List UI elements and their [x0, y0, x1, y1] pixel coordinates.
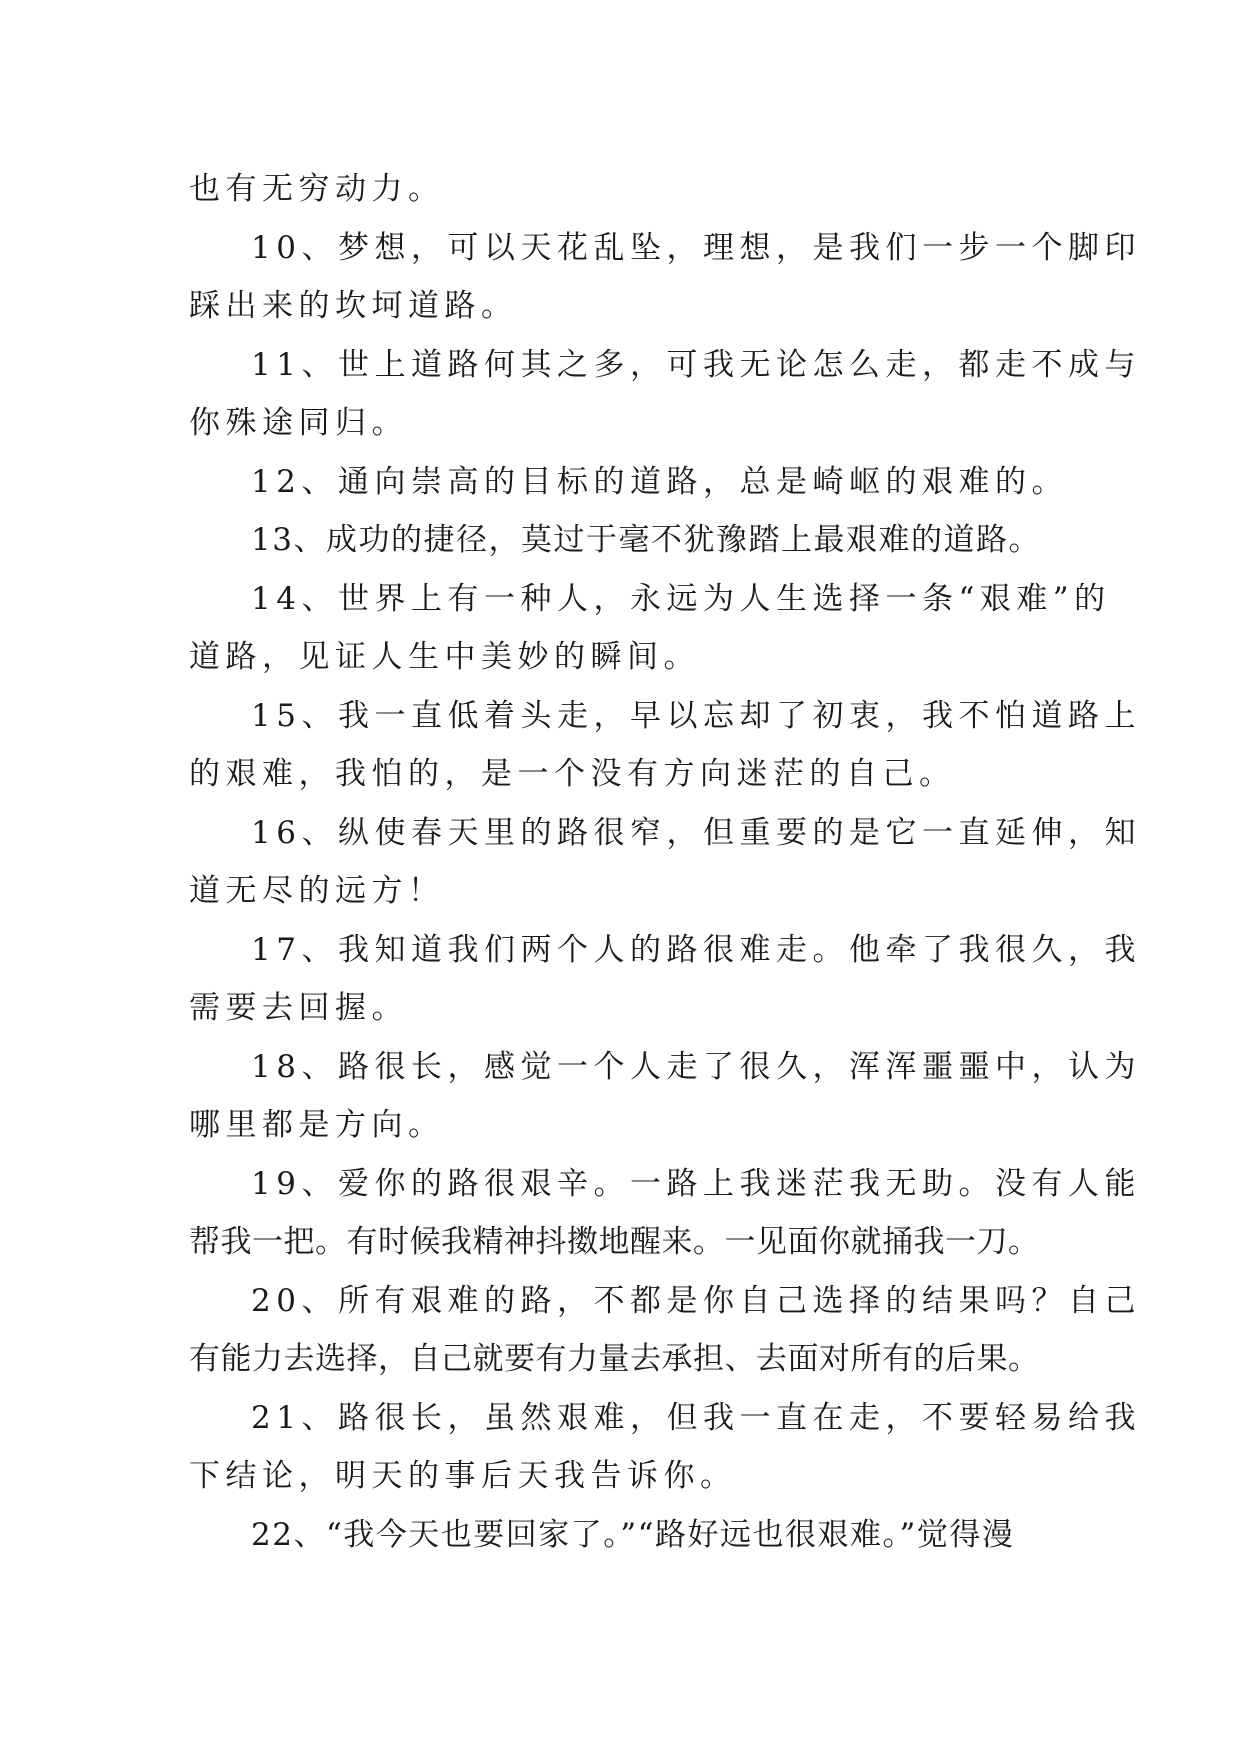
- text-line: 道无尽的远方！: [189, 873, 445, 909]
- text-line: 哪里都是方向。: [189, 1107, 445, 1143]
- text-line: 17、我知道我们两个人的路很难走。他牵了我很久，我: [251, 931, 1141, 968]
- text-line: 19、爱你的路很艰辛。一路上我迷茫我无助。没有人能: [251, 1165, 1141, 1202]
- document-body: [189, 160, 1141, 1564]
- text-line: 帮我一把。有时候我精神抖擞地醒来。一见面你就捅我一刀。: [189, 1224, 1040, 1260]
- text-line: 有能力去选择，自己就要有力量去承担、去面对所有的后果。: [189, 1341, 1040, 1377]
- text-line: 22、“我今天也要回家了。”“路好远也很艰难。”觉得漫: [251, 1516, 1015, 1553]
- text-line: 也有无穷动力。: [189, 171, 445, 207]
- text-line: 12、通向崇高的目标的道路，总是崎岖的艰难的。: [251, 463, 1068, 500]
- text-line: 踩出来的坎坷道路。: [189, 288, 518, 324]
- text-line: 你殊途同归。: [189, 405, 408, 441]
- text-line: 20、所有艰难的路，不都是你自己选择的结果吗？自己: [251, 1282, 1141, 1319]
- text-line: 11、世上道路何其之多，可我无论怎么走，都走不成与: [251, 346, 1141, 383]
- text-line: 下结论，明天的事后天我告诉你。: [189, 1458, 737, 1494]
- text-line: 14、世界上有一种人，永远为人生选择一条“艰难”的: [251, 580, 1111, 617]
- text-line: 18、路很长，感觉一个人走了很久，浑浑噩噩中，认为: [251, 1048, 1141, 1085]
- text-line: 16、纵使春天里的路很窄，但重要的是它一直延伸，知: [251, 814, 1141, 851]
- text-line: 15、我一直低着头走，早以忘却了初衷，我不怕道路上: [251, 697, 1141, 734]
- text-line: 13、成功的捷径，莫过于毫不犹豫踏上最艰难的道路。: [251, 522, 1041, 558]
- text-line: 需要去回握。: [189, 990, 408, 1026]
- text-line: 10、梦想，可以天花乱坠，理想，是我们一步一个脚印: [251, 229, 1141, 266]
- text-line: 21、路很长，虽然艰难，但我一直在走，不要轻易给我: [251, 1399, 1141, 1436]
- text-line: 的艰难，我怕的，是一个没有方向迷茫的自己。: [189, 756, 956, 792]
- text-line: 道路，见证人生中美妙的瞬间。: [189, 639, 700, 675]
